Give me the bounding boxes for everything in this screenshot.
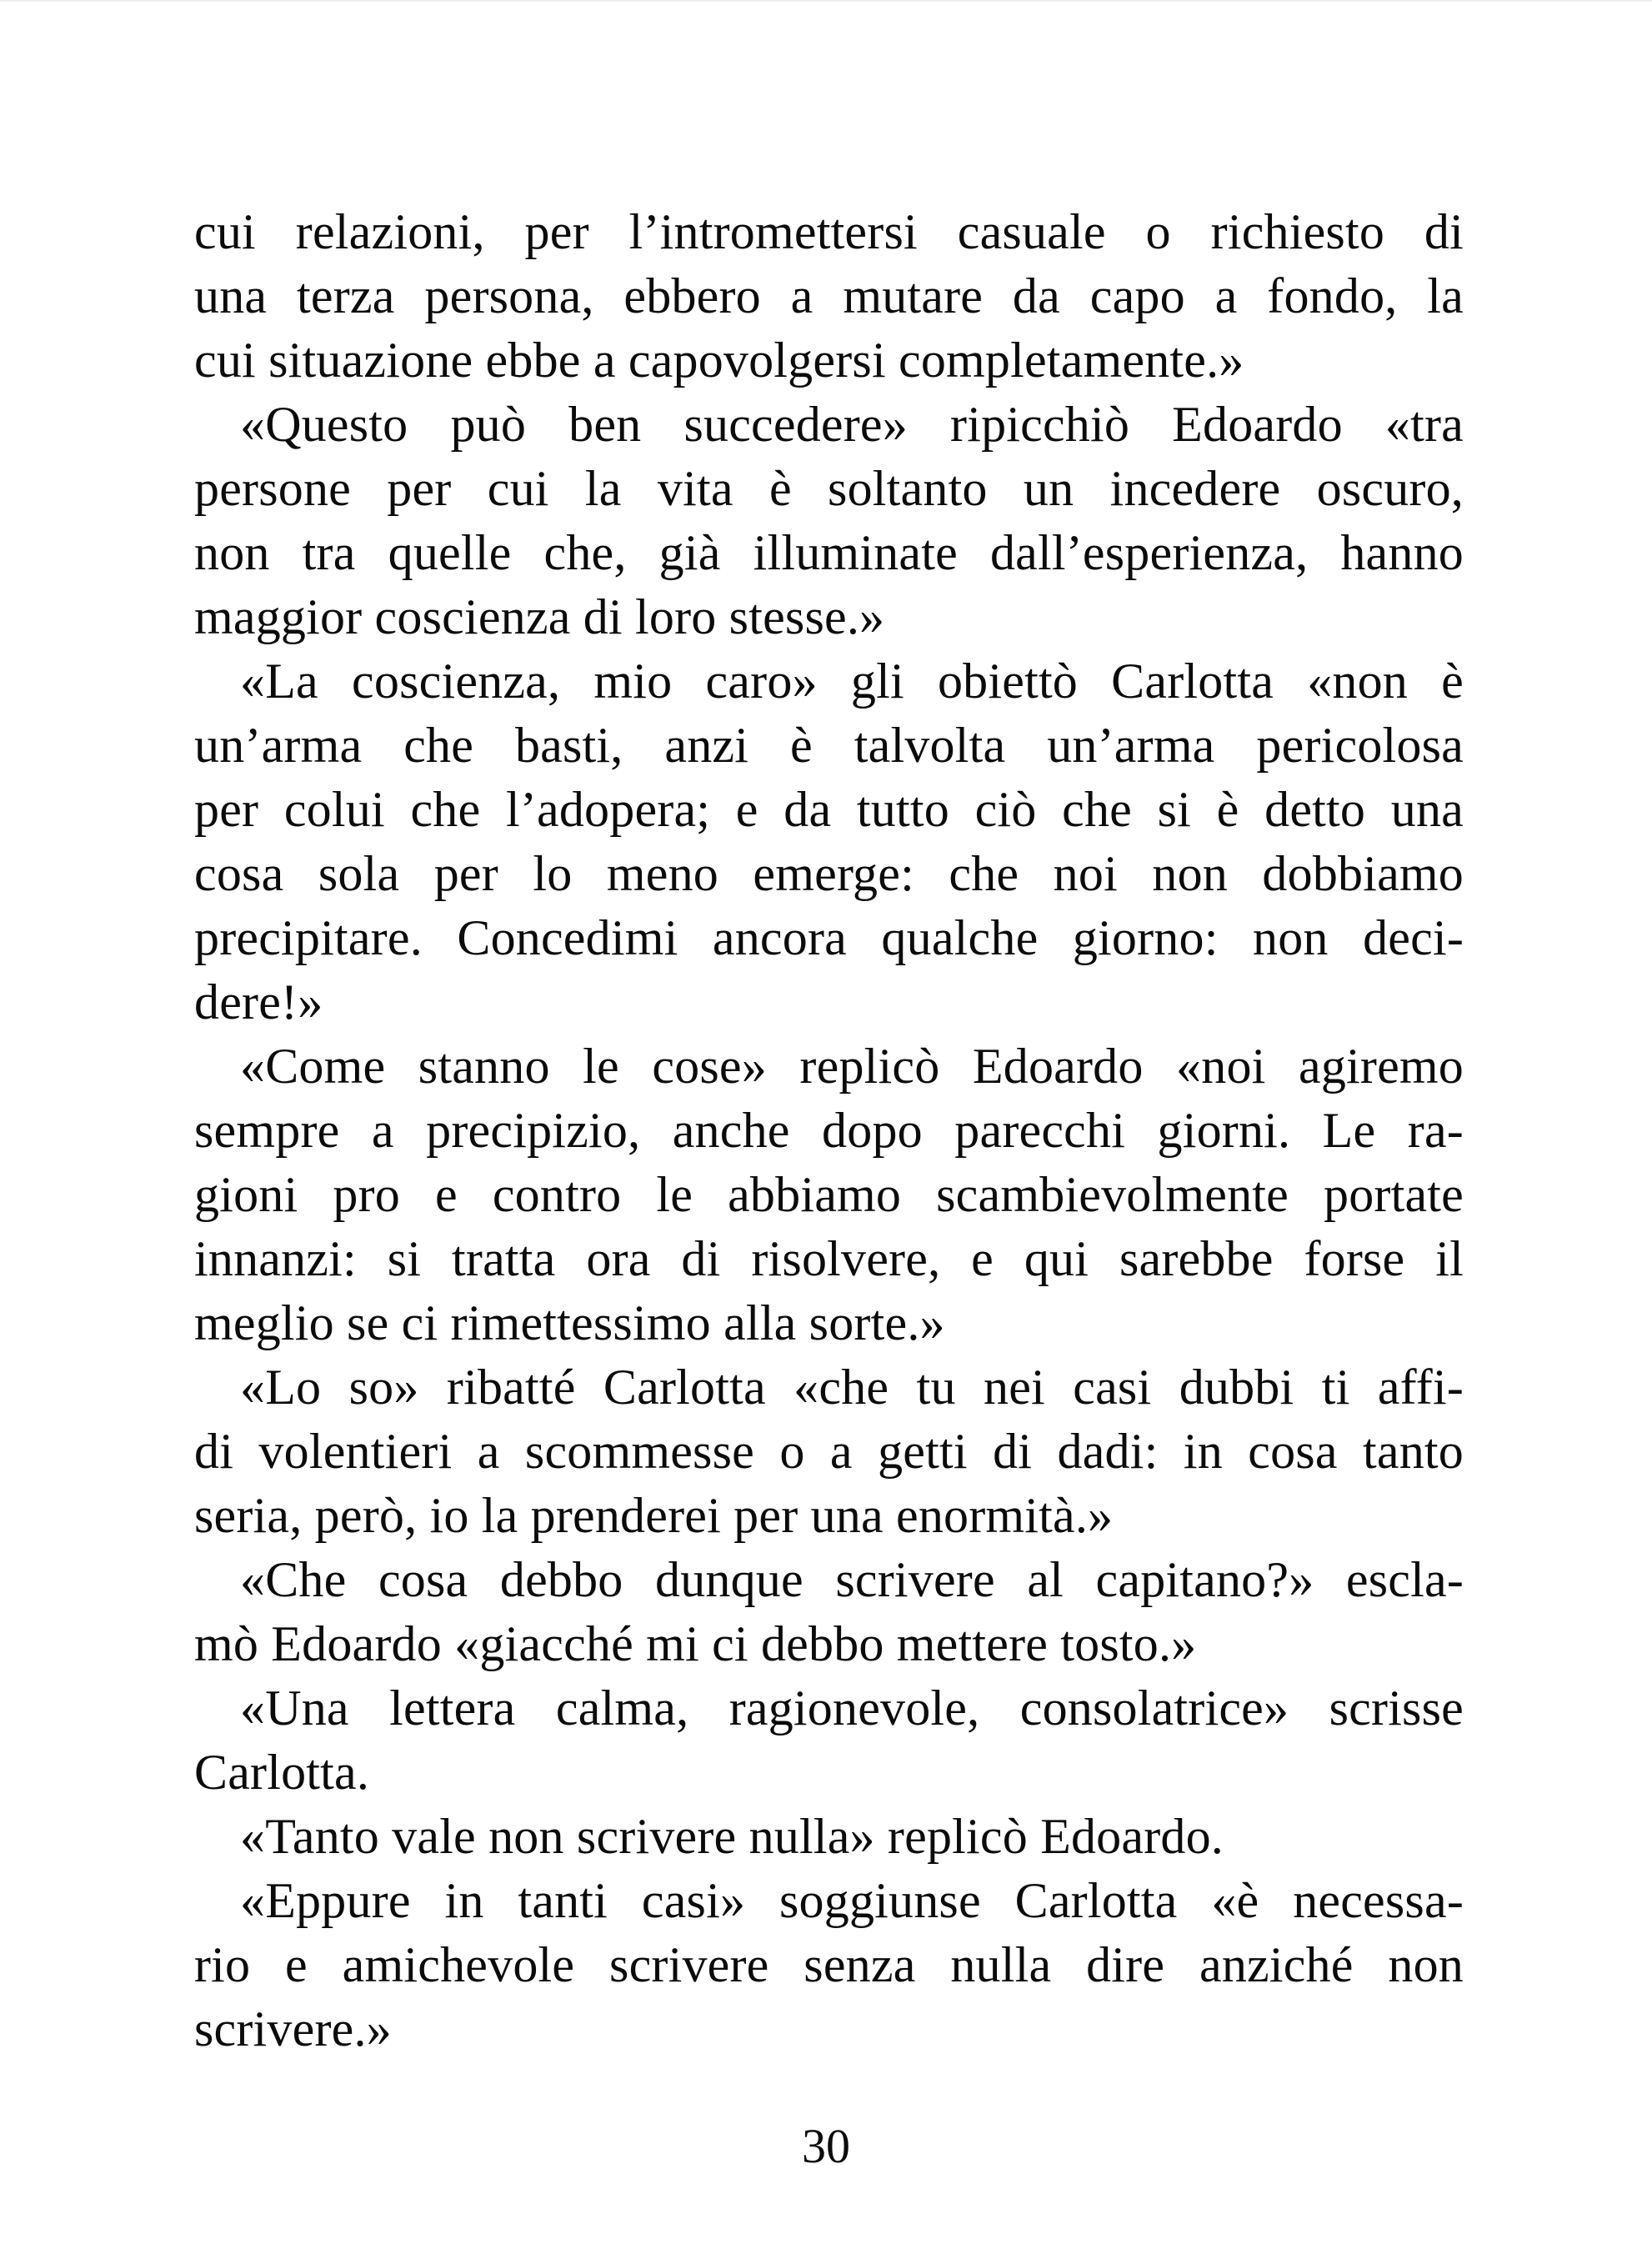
text-line: non tra quelle che, già illuminate dall’esperienza, hanno: [194, 525, 1464, 580]
text-line: maggior coscienza di loro stesse.»: [194, 589, 885, 644]
text-line: «Tanto vale non scrivere nulla» replicò Edoardo.: [240, 1809, 1224, 1864]
text-line: «Lo so» ribatté Carlotta «che tu nei casi dubbi ti affi-: [240, 1360, 1464, 1415]
text-line: «La coscienza, mio caro» gli obiettò Carlotta «non è: [240, 654, 1464, 709]
text-line: dere!»: [194, 974, 323, 1029]
text-line: una terza persona, ebbero a mutare da capo a fondo, la: [194, 268, 1464, 323]
text-line: sempre a precipizio, anche dopo parecchi giorni. Le ra-: [194, 1103, 1464, 1158]
text-line: «Come stanno le cose» replicò Edoardo «noi agiremo: [240, 1039, 1464, 1094]
text-line: per colui che l’adopera; e da tutto ciò che si è detto una: [194, 782, 1464, 837]
text-line: «Eppure in tanti casi» soggiunse Carlotta «è necessa-: [240, 1873, 1464, 1928]
text-line: precipitare. Concedimi ancora qualche giorno: non deci-: [194, 910, 1464, 965]
text-line: scrivere.»: [194, 2001, 392, 2056]
text-line: cui relazioni, per l’intromettersi casuale o richiesto di: [194, 204, 1464, 259]
text-line: cosa sola per lo meno emerge: che noi non dobbiamo: [194, 846, 1464, 901]
text-line: «Che cosa debbo dunque scrivere al capitano?» escla-: [240, 1552, 1464, 1607]
text-line: cui situazione ebbe a capovolgersi completamente.»: [194, 333, 1244, 388]
text-line: persone per cui la vita è soltanto un incedere oscuro,: [194, 461, 1464, 516]
text-line: di volentieri a scommesse o a getti di dadi: in cosa tanto: [194, 1424, 1464, 1479]
text-line: gioni pro e contro le abbiamo scambievolmente portate: [194, 1167, 1464, 1222]
body-text-block: [194, 200, 1464, 2061]
text-line: seria, però, io la prenderei per una enormità.»: [194, 1488, 1114, 1543]
text-line: «Questo può ben succedere» ripicchiò Edoardo «tra: [240, 397, 1464, 452]
text-line: innanzi: si tratta ora di risolvere, e qui sarebbe forse il: [194, 1231, 1464, 1286]
text-line: mò Edoardo «giacché mi ci debbo mettere tosto.»: [194, 1616, 1197, 1671]
text-line: un’arma che basti, anzi è talvolta un’arma pericolosa: [194, 718, 1464, 773]
text-line: meglio se ci rimettessimo alla sorte.»: [194, 1295, 945, 1350]
text-line: Carlotta.: [194, 1745, 370, 1800]
page-number: 30: [802, 2119, 850, 2173]
text-line: «Una lettera calma, ragionevole, consolatrice» scrisse: [240, 1680, 1464, 1736]
text-line: rio e amichevole scrivere senza nulla dire anziché non: [194, 1937, 1464, 1992]
